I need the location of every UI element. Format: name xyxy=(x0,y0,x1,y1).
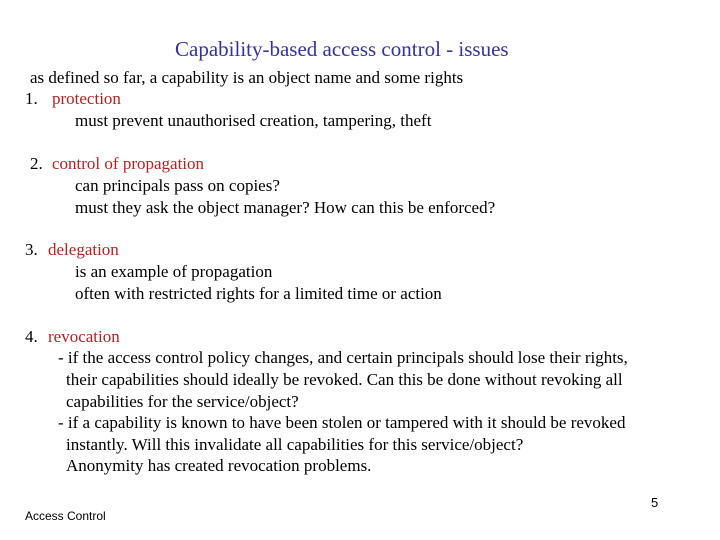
item-4-number: 4. xyxy=(25,327,38,346)
slide-title: Capability-based access control - issues xyxy=(175,37,509,61)
item-2-line: can principals pass on copies? xyxy=(75,176,280,195)
footer-text: Access Control xyxy=(25,509,106,523)
item-1-heading: protection xyxy=(52,89,121,108)
item-4-heading: revocation xyxy=(48,327,120,346)
item-3-line: often with restricted rights for a limited time or action xyxy=(75,284,442,303)
item-3-number: 3. xyxy=(25,240,38,259)
page-number: 5 xyxy=(651,495,659,510)
item-1-number: 1. xyxy=(25,89,38,108)
item-4-line: capabilities for the service/object? xyxy=(66,392,299,411)
item-2-heading: control of propagation xyxy=(52,154,205,173)
item-3-line: is an example of propagation xyxy=(75,262,273,281)
item-4-line: their capabilities should ideally be revoked. Can this be done without revoking all xyxy=(66,370,623,389)
item-2-line: must they ask the object manager? How can this be enforced? xyxy=(75,198,496,217)
item-2-number: 2. xyxy=(30,154,43,173)
item-4-line: Anonymity has created revocation problems. xyxy=(66,456,372,475)
item-4-line: - if the access control policy changes, and certain principals should lose their rights, xyxy=(58,348,628,367)
item-4-line: instantly. Will this invalidate all capabilities for this service/object? xyxy=(66,435,524,454)
item-3-heading: delegation xyxy=(48,240,119,259)
item-4-line: - if a capability is known to have been stolen or tampered with it should be revoked xyxy=(58,413,626,432)
intro-text: as defined so far, a capability is an object name and some rights xyxy=(30,68,464,87)
item-1-line: must prevent unauthorised creation, tampering, theft xyxy=(75,111,432,130)
